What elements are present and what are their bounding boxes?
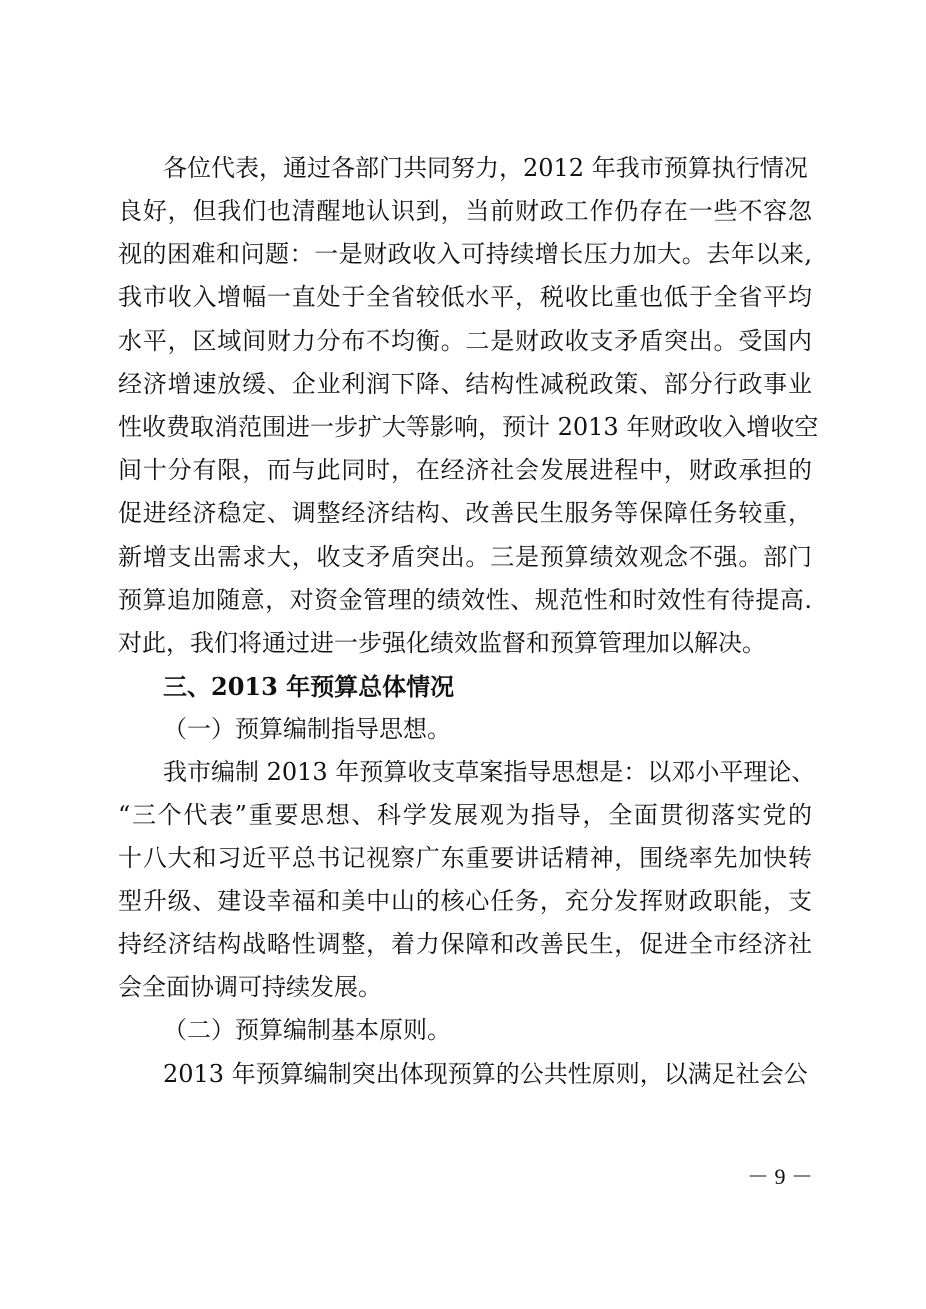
- paragraph-line: 间十分有限，而与此同时，在经济社会发展进程中，财政承担的: [118, 456, 812, 484]
- paragraph-line: 新增支出需求大，收支矛盾突出。三是预算绩效观念不强。部门: [118, 543, 812, 571]
- subsection-heading: （一）预算编制指导思想。: [163, 715, 451, 743]
- paragraph-line: 水平，区域间财力分布不均衡。二是财政收支矛盾突出。受国内: [118, 327, 812, 355]
- paragraph-line: 持经济结构战略性调整，着力保障和改善民生，促进全市经济社: [118, 930, 812, 958]
- paragraph-line: 我市编制 2013 年预算收支草案指导思想是：以邓小平理论、: [163, 758, 816, 786]
- paragraph-line: 预算追加随意，对资金管理的绩效性、规范性和时效性有待提高.: [118, 586, 812, 614]
- paragraph-line: “三个代表”重要思想、科学发展观为指导，全面贯彻落实党的: [118, 801, 812, 829]
- paragraph-line: 经济增速放缓、企业利润下降、结构性减税政策、部分行政事业: [118, 370, 812, 398]
- paragraph-line: 十八大和习近平总书记视察广东重要讲话精神，围绕率先加快转: [118, 844, 812, 872]
- section-heading: 三、2013 年预算总体情况: [163, 672, 455, 701]
- paragraph-line: 促进经济稳定、调整经济结构、改善民生服务等保障任务较重，: [118, 499, 812, 527]
- paragraph-line: 2013 年预算编制突出体现预算的公共性原则，以满足社会公: [163, 1060, 808, 1088]
- page-number: － 9 －: [746, 1164, 813, 1189]
- paragraph-line: 会全面协调可持续发展。: [118, 973, 382, 1001]
- paragraph-line: 对此，我们将通过进一步强化绩效监督和预算管理加以解决。: [118, 629, 766, 657]
- paragraph-line: 型升级、建设幸福和美中山的核心任务，充分发挥财政职能，支: [118, 887, 812, 915]
- paragraph-line: 性收费取消范围进一步扩大等影响，预计 2013 年财政收入增收空: [118, 413, 819, 441]
- paragraph-line: 各位代表，通过各部门共同努力，2012 年我市预算执行情况: [163, 154, 808, 182]
- paragraph-line: 视的困难和问题：一是财政收入可持续增长压力加大。去年以来,: [118, 240, 812, 268]
- paragraph-line: 我市收入增幅一直处于全省较低水平，税收比重也低于全省平均: [118, 283, 812, 311]
- subsection-heading: （二）预算编制基本原则。: [163, 1016, 451, 1044]
- paragraph-line: 良好，但我们也清醒地认识到，当前财政工作仍存在一些不容忽: [118, 197, 812, 225]
